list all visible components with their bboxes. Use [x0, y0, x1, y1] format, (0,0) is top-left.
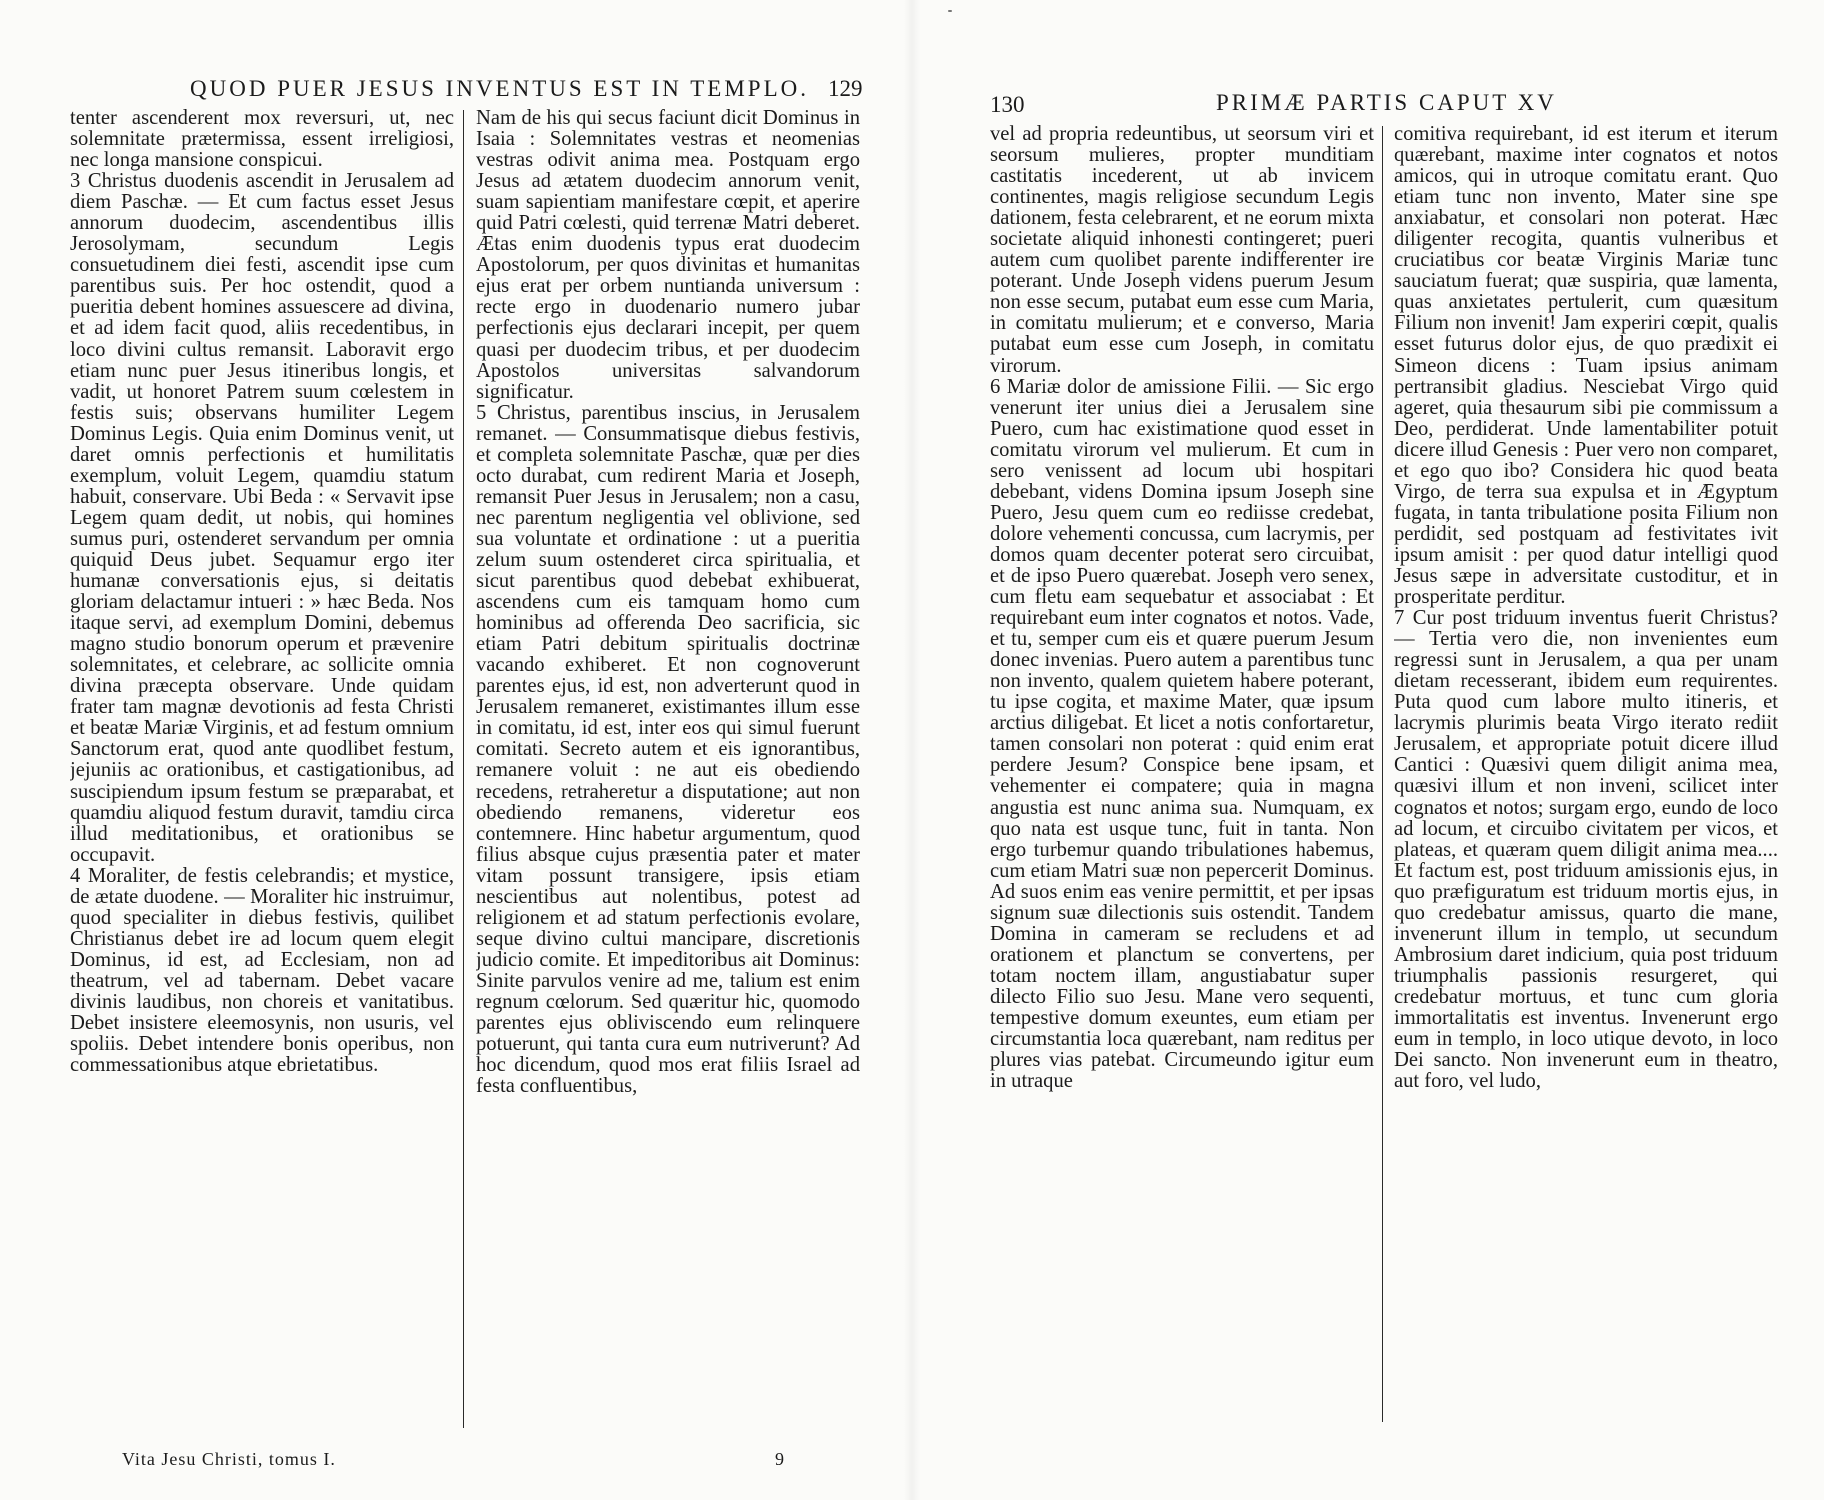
column-divider [1382, 126, 1383, 1422]
paragraph: 4 Moraliter, de festis celebrandis; et mystice, de ætate duodene. — Moraliter hic instruimur, quod specialiter in diebus festivis, quilibet Christianus debet ire ad locum quem elegit Dominus, id est, ad Ecclesiam, non ad theatrum, vel ad tabernam. Debet vacare divinis laudibus, non choreis et vanitatibus. Debet insistere eleemosynis, non usuris, vel spoliis. Debet intendere bonis operibus, non commessationibus atque ebrietatibus. [70, 864, 454, 1077]
paragraph: Nam de his qui secus faciunt dicit Dominus in Isaia : Solemnitates vestras et neomenias vestras odivit anima mea. Postquam ergo Jesus ad ætatem duodecim annorum venit, suam sapientiam manifestare cœpit, et aperire quid Patri cœlesti, quid terrenæ Matri deberet. Ætas enim duodenis typus erat duodecim Apostolorum, per quos divinitas et humanitas ejus erat per orbem nuntianda universum : recte ergo in duodenario numero jubar perfectionis ejus declarari incepit, per quem quasi per duodecim tribus, et per duodecim Apostolos universitas salvandorum significatur. [476, 108, 860, 403]
right-column-2 [1394, 124, 1778, 1424]
left-column-1 [70, 108, 454, 1428]
paragraph: comitiva requirebant, id est iterum et iterum quærebant, maxime inter cognatos et notos amicos, qui in utroque comitatu erant. Quo etiam tunc non invento, Mater sine spe anxiabatur, et consolari non poterat. Hæc diligenter recogita, quantis vulneribus et cruciatibus cor beatæ Virginis Mariæ tunc sauciatum fuerat; quæ suspiria, quæ lamenta, quas anxietates pertulerit, cum quæsitum Filium non invenit! Jam experiri cœpit, qualis esset futurus dolor ejus, de quo prædixit ei Simeon dicens : Tuam ipsius animam pertransibit gladius. Nesciebat Virgo quid ageret, quia thesaurum sibi pie commissum a Deo, perdiderat. Unde lamentabiliter potuit dicere illud Genesis : Puer vero non comparet, et ego quo ibo? Considera hic quod beata Virgo, de terra sua expulsa et in Ægyptum fugata, in tanta tribulatione posita Filium non perdidit, sed postquam ad festivitates ivit ipsum amisit : per quod datur intelligi quod Jesus sæpe in adversitate custoditur, et in prosperitate perditur. [1394, 124, 1778, 609]
paragraph: 7 Cur post triduum inventus fuerit Christus? — Tertia vero die, non invenientes eum regressi sunt in Jerusalem, a qua per unam dietam recesserant, ibidem eum requirentes. Puta quod cum labore multo itineris, et lacrymis plurimis beata Virgo iterato rediit Jerusalem, et appropriate potuit dicere illud Cantici : Quæsivi quem diligit anima mea, quæsivi illum et non inveni, scilicet inter cognatos et notos; surgam ergo, eundo de loco ad locum, et circuibo civitatem per vicos, et plateas, et quæram quem diligit anima mea.... Et factum est, post triduum amissionis ejus, in quo præfiguratum est triduum mortis ejus, in quo credebatur amissus, quarto die mane, invenerunt illum in templo, ut secundum Ambrosium daret indicium, quia post triduum triumphalis passionis resurgeret, qui credebatur mortuus, et tunc cum gloria immortalitatis est inventus. Invenerunt ergo eum in templo, in loco utique devoto, in loco Dei sancto. Non invenerunt eum in theatro, aut foro, vel ludo, [1394, 607, 1778, 1093]
paragraph: 5 Christus, parentibus inscius, in Jerusalem remanet. — Consummatisque diebus festivis, et completa solemnitate Paschæ, quæ per dies octo durabat, cum redirent Maria et Joseph, remansit Puer Jesus in Jerusalem; non a casu, nec parentum negligentia vel oblivione, sed sua voluntate et ordinatione : ut a pueritia zelum suum ostenderet circa spiritualia, et sicut parentibus quod debebat exhibuerat, ascendens cum eis tamquam homo cum hominibus ad offerenda Deo sacrificia, sic etiam Patri debitum spiritualis doctrinæ vacando exhiberet. Et non cognoverunt parentes ejus, id est, non adverterunt quod in Jerusalem remaneret, existimantes illum esse in comitatu, id est, inter eos qui simul fuerunt comitati. Secreto autem et eis ignorantibus, remanere voluit : ne aut eis obediendo recedens, retraheretur a disputatione; aut non obediendo remanens, videretur eos contemnere. Hinc habetur argumentum, quod filius absque cujus præsentia pater et mater vitam possunt transigere, ipsis etiam nescientibus aut nolentibus, potest ad religionem et ad statum perfectionis evolare, seque divino cultui mancipare, discretionis judicio comite. Et impeditoribus ait Dominus: Sinite parvulos venire ad me, talium est enim regnum cœlorum. Sed quæritur hic, quomodo parentes ejus obliviscendo eum relinquere potuerunt, qui tanta cura eum nutriverunt? Ad hoc dicendum, quod mos erat filiis Israel ad festa confluentibus, [476, 401, 860, 1098]
page-number-left: 129 [828, 76, 863, 101]
right-page [912, 0, 1824, 1500]
paragraph: vel ad propria redeuntibus, ut seorsum viri et seorsum mulieres, propter munditiam castitatis incederent, ut ab invicem continentes, magis religiose secundum Legis dationem, festa celebrarent, et ne eorum mixta societate aliquid inhonesti contingeret; pueri autem cum quolibet parente indifferenter ire poterant. Unde Joseph videns puerum Jesum non esse secum, putabat eum esse cum Maria, in comitatu mulierum; et e converso, Maria putabat eum esse cum Joseph, in comitatu virorum. [990, 124, 1374, 377]
left-column-2 [476, 108, 860, 1428]
ink-speck [948, 10, 952, 12]
paragraph: tenter ascenderent mox reversuri, ut, nec solemnitate prætermissa, essent irreligiosi, nec longa mansione conspicui. [70, 108, 454, 172]
paragraph: 3 Christus duodenis ascendit in Jerusalem ad diem Paschæ. — Et cum factus esset Jesus annorum duodecim, ascendentibus illis Jerosolymam, secundum Legis consuetudinem diei festi, ascendit ipse cum parentibus suis. Per hoc ostendit, quod a pueritia debent homines assuescere ad divina, et ad idem facit quod, aliis recedentibus, in loco divini cultus remansit. Laboravit ergo etiam nunc puer Jesus itineribus longis, et vadit, ut honoret Patrem suum cœlestem in festis suis; observans humiliter Legem Dominus Legis. Quia enim Dominus venit, ut daret omnis perfectionis et humilitatis exemplum, voluit Legem, quamdiu statum habuit, conservare. Ubi Beda : « Servavit ipse Legem quam dedit, ut nobis, qui homines sumus puri, ostenderet servandum per omnia quiquid Deus jubet. Sequamur ergo iter humanæ conversationis ejus, si deitatis gloriam delactamur intueri : » hæc Beda. Nos itaque servi, ad exemplum Domini, debemus magno studio bonorum operum et prævenire solemnitates, et celebrare, ac sollicite omnia divina præcepta observare. Unde quidam frater tam magnæ devotionis ad festa Christi et beatæ Mariæ Virginis, et ad festum omnium Sanctorum erat, quod ante quodlibet festum, jejuniis ac orationibus, et castigationibus, ad suscipiendum ipsum festum se præparabat, et quamdiu aliquod festum duravit, tamdiu circa illud meditationibus, et orationibus se occupavit. [70, 170, 454, 866]
right-column-1 [990, 124, 1374, 1424]
signature-mark: 9 [775, 1449, 784, 1469]
running-title-right: PRIMÆ PARTIS CAPUT XV [1216, 90, 1557, 115]
running-title-left: QUOD PUER JESUS INVENTUS EST IN TEMPLO. [190, 76, 809, 101]
footer-title: Vita Jesu Christi, tomus I. [122, 1449, 336, 1469]
page-number-right: 130 [990, 92, 1025, 117]
paragraph: 6 Mariæ dolor de amissione Filii. — Sic ergo venerunt iter unius diei a Jerusalem sine Puero, cum hac existimatione quod esset in comitatu virorum vel mulierum. Et cum in sero venissent ad locum ubi hospitari debebant, videns Domina ipsum Joseph sine Puero, Jesu quem cum eo rediisse credebat, dolore vehementi concussa, cum lacrymis, per domos quam decenter poterat sero circuibat, et de ipso Puero quærebat. Joseph vero senex, cum fletu eam sequebatur et associabat : Et requirebant eum inter cognatos et notos. Vade, et tu, semper cum eis et quære puerum Jesum donec invenias. Puero autem a parentibus tunc non invento, qualem quietem habere poterant, tu ipse cogita, et maxime Mater, quæ ipsum arctius diligebat. Et licet a notis confortaretur, tamen consolari non poterat : quid enim erat perdere Jesum? Conspice bene ipsam, et vehementer ei compatere; quia in magna angustia est nunc anima sua. Numquam, ex quo nata est usque tunc, fuit in tanta. Non ergo turbemur quando tribulationes habemus, cum etiam Matri suæ non pepercerit Dominus. Ad suos enim eas venire permittit, et per ipsas signum suæ dilectionis suis ostendit. Tandem Domina in cameram se recludens et ad orationem et planctum se convertens, per totam noctem illam, angustiabatur super dilecto Filio suo Jesu. Mane vero sequenti, tempestive domum exeuntes, eum etiam per circumstantia loca quærebant, nam reditus per plures vias patebat. Circumeundo igitur eum in utraque [990, 375, 1374, 1093]
column-divider [463, 110, 464, 1428]
